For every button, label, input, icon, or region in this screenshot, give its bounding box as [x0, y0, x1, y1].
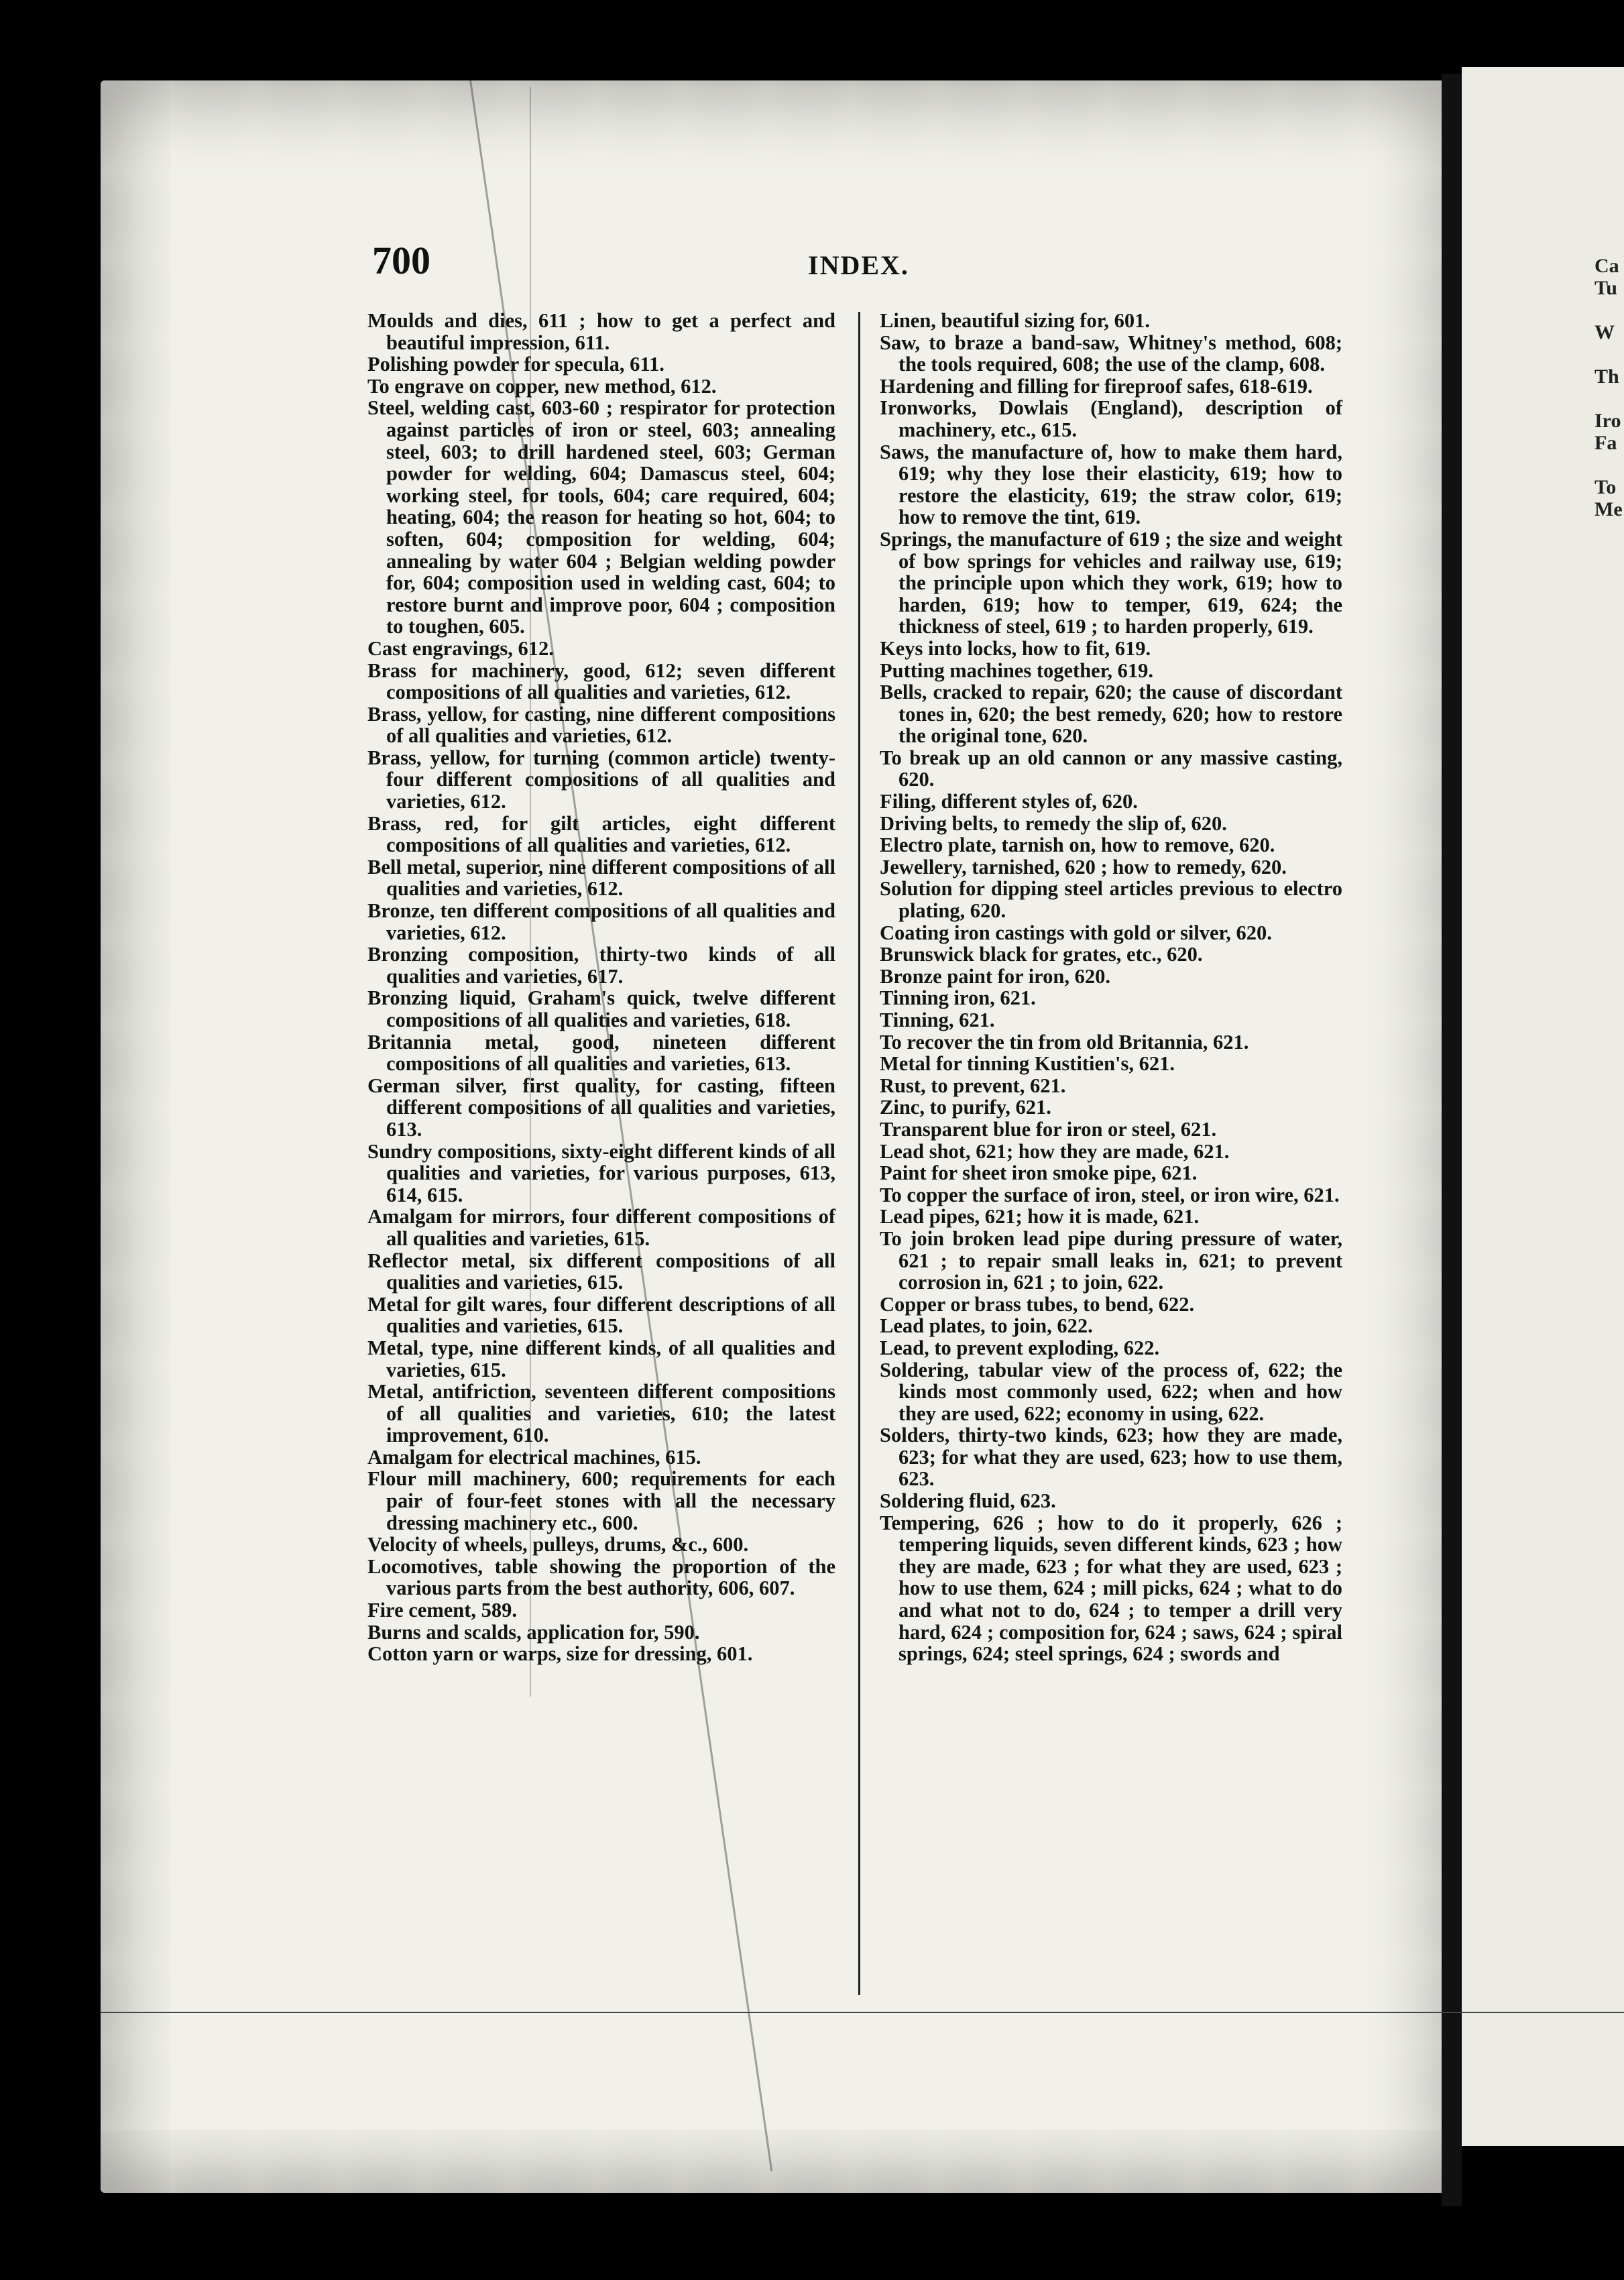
index-entry: Cast engravings, 612.	[367, 636, 554, 660]
index-entry: Flour mill machinery, 600; requirements for each pair of four-feet stones with all the necessary dressing machinery etc., 600.	[367, 1467, 835, 1534]
index-entry: Bronzing composition, thirty-two kinds of all qualities and varieties, 617.	[367, 943, 835, 988]
index-entry: Metal, antifriction, seventeen different compositions of all qualities and varieties, 610; the latest improvement, 610.	[367, 1380, 835, 1447]
book-gutter	[1442, 74, 1462, 2206]
index-entry: Polishing powder for specula, 611.	[367, 353, 664, 376]
page-bottom-rule	[101, 2012, 1624, 2013]
index-entry: German silver, first quality, for casting, fifteen different compositions of all qualities and varieties, 613.	[367, 1074, 835, 1141]
index-entry: Ironworks, Dowlais (England), description of machinery, etc., 615.	[880, 396, 1342, 441]
index-column-left	[367, 310, 835, 1665]
index-entry: Locomotives, table showing the proportion of the various parts from the best authority, 606, 607.	[367, 1554, 835, 1600]
index-entry: Bells, cracked to repair, 620; the cause of discordant tones in, 620; the best remedy, 620; how to restore the original tone, 620.	[880, 681, 1342, 748]
index-entry: Electro plate, tarnish on, how to remove, 620.	[880, 834, 1275, 857]
index-entry: Springs, the manufacture of 619 ; the size and weight of bow springs for vehicles and railway use, 619; the principle upon which they work, 619; how to harden, 619; how to temper, 619, 624; the thickness of steel, 619 ; to harden properly, 619.	[880, 527, 1342, 638]
index-entry: Jewellery, tarnished, 620 ; how to remedy, 620.	[880, 855, 1287, 878]
index-entry: Britannia metal, good, nineteen different compositions of all qualities and varieties, 613.	[367, 1030, 835, 1076]
index-entry: Hardening and filling for fireproof safes, 618-619.	[880, 374, 1313, 398]
index-entry: Saws, the manufacture of, how to make them hard, 619; why they lose their elasticity, 619; how to restore the elasticity, 619; the straw color, 619; how to remove the tint, 619.	[880, 440, 1342, 529]
index-entry: Brass, yellow, for casting, nine different compositions of all qualities and varieties, 612.	[367, 702, 835, 748]
page-number: 700	[372, 239, 430, 282]
index-entry: To recover the tin from old Britannia, 621.	[880, 1030, 1249, 1053]
index-column-right	[880, 310, 1342, 1665]
index-entry: Brass, red, for gilt articles, eight different compositions of all qualities and varieties, 612.	[367, 811, 835, 857]
index-entry: Steel, welding cast, 603-60 ; respirator for protection against particles of iron or steel, 603; annealing steel, 603; to drill hardened steel, 603; German powder for welding, 604; Damascus steel, 604; working steel, for tools, 604; care required, 604; heating, 604; the reason for heating so hot, 604; to soften, 604; composition for welding, 604; annealing by water 604 ; Belgian welding powder for, 604; composition used in welding cast, 604; to restore burnt and improve poor, 604 ; composition to toughen, 605.	[367, 396, 835, 638]
index-entry: Burns and scalds, application for, 590.	[367, 1620, 700, 1644]
index-entry: Reflector metal, six different compositions of all qualities and varieties, 615.	[367, 1249, 835, 1294]
index-entry: Metal for gilt wares, four different descriptions of all qualities and varieties, 615.	[367, 1292, 835, 1338]
facing-page-text-fragments: Ca Tu W Th Iro Fa To Me	[1594, 255, 1623, 520]
index-entry: Brass, yellow, for turning (common article) twenty-four different compositions of all qualities and varieties, 612.	[367, 746, 835, 813]
index-entry: Paint for sheet iron smoke pipe, 621.	[880, 1161, 1198, 1185]
index-entry: Solution for dipping steel articles previous to electro plating, 620.	[880, 877, 1342, 923]
index-entry: Brass for machinery, good, 612; seven different compositions of all qualities and varieties, 612.	[367, 659, 835, 704]
index-entry: Driving belts, to remedy the slip of, 620.	[880, 811, 1227, 835]
index-entry: Transparent blue for iron or steel, 621.	[880, 1117, 1217, 1141]
running-head: INDEX.	[808, 250, 909, 280]
index-entry: Sundry compositions, sixty-eight different kinds of all qualities and varieties, for various purposes, 613, 614, 615.	[367, 1139, 835, 1206]
index-entry: Putting machines together, 619.	[880, 659, 1154, 682]
index-entry: Lead plates, to join, 622.	[880, 1314, 1093, 1338]
index-entry: Copper or brass tubes, to bend, 622.	[880, 1292, 1195, 1316]
index-entry: Bell metal, superior, nine different compositions of all qualities and varieties, 612.	[367, 855, 835, 901]
column-divider	[858, 312, 860, 1995]
index-entry: Solders, thirty-two kinds, 623; how they are made, 623; for what they are used, 623; how to use them, 623.	[880, 1424, 1342, 1491]
index-entry: Tempering, 626 ; how to do it properly, 626 ; tempering liquids, seven different kinds, 623 ; how they are made, 623 ; for what they are used, 623 ; how to use them, 624 ; mill picks, 624 ; what to do and what not to do, 624 ; to temper a drill very hard, 624 ; composition for, 624 ; saws, 624 ; spiral springs, 624; steel springs, 624 ; swords and	[880, 1511, 1342, 1666]
index-entry: To engrave on copper, new method, 612.	[367, 374, 717, 398]
index-entry: Bronzing liquid, Graham's quick, twelve different compositions of all qualities and varieties, 618.	[367, 986, 835, 1031]
index-entry: Filing, different styles of, 620.	[880, 790, 1138, 813]
index-entry: Lead pipes, 621; how it is made, 621.	[880, 1205, 1200, 1229]
index-entry: Cotton yarn or warps, size for dressing, 601.	[367, 1642, 753, 1666]
index-entry: Rust, to prevent, 621.	[880, 1074, 1066, 1097]
index-entry: Bronze paint for iron, 620.	[880, 964, 1110, 988]
index-entry: Zinc, to purify, 621.	[880, 1096, 1051, 1119]
index-entry: To copper the surface of iron, steel, or iron wire, 621.	[880, 1183, 1340, 1206]
index-entry: Saw, to braze a band-saw, Whitney's method, 608; the tools required, 608; the use of the clamp, 608.	[880, 331, 1342, 376]
index-entry: Brunswick black for grates, etc., 620.	[880, 943, 1203, 966]
index-entry: Keys into locks, how to fit, 619.	[880, 636, 1151, 660]
index-entry: Lead shot, 621; how they are made, 621.	[880, 1139, 1230, 1163]
index-entry: To join broken lead pipe during pressure of water, 621 ; to repair small leaks in, 621; to prevent corrosion in, 621 ; to join, 622.	[880, 1227, 1342, 1294]
index-entry: Fire cement, 589.	[367, 1599, 518, 1622]
index-entry: Bronze, ten different compositions of all qualities and varieties, 612.	[367, 899, 835, 944]
index-entry: Soldering fluid, 623.	[880, 1489, 1056, 1513]
index-entry: Velocity of wheels, pulleys, drums, &c., 600.	[367, 1533, 749, 1556]
index-entry: Tinning iron, 621.	[880, 986, 1036, 1010]
index-entry: Tinning, 621.	[880, 1009, 995, 1031]
index-entry: Coating iron castings with gold or silver, 620.	[880, 921, 1272, 944]
index-entry: Amalgam for electrical machines, 615.	[367, 1445, 701, 1469]
index-entry: To break up an old cannon or any massive casting, 620.	[880, 746, 1342, 791]
index-entry: Metal, type, nine different kinds, of all qualities and varieties, 615.	[367, 1336, 835, 1381]
index-entry: Linen, beautiful sizing for, 601.	[880, 309, 1151, 332]
index-entry: Amalgam for mirrors, four different compositions of all qualities and varieties, 615.	[367, 1205, 835, 1250]
index-entry: Moulds and dies, 611 ; how to get a perfect and beautiful impression, 611.	[367, 309, 835, 354]
index-entry: Metal for tinning Kustitien's, 621.	[880, 1052, 1175, 1076]
index-entry: Lead, to prevent exploding, 622.	[880, 1336, 1160, 1359]
index-entry: Soldering, tabular view of the process of, 622; the kinds most commonly used, 622; when and how they are used, 622; economy in using, 622.	[880, 1358, 1342, 1425]
